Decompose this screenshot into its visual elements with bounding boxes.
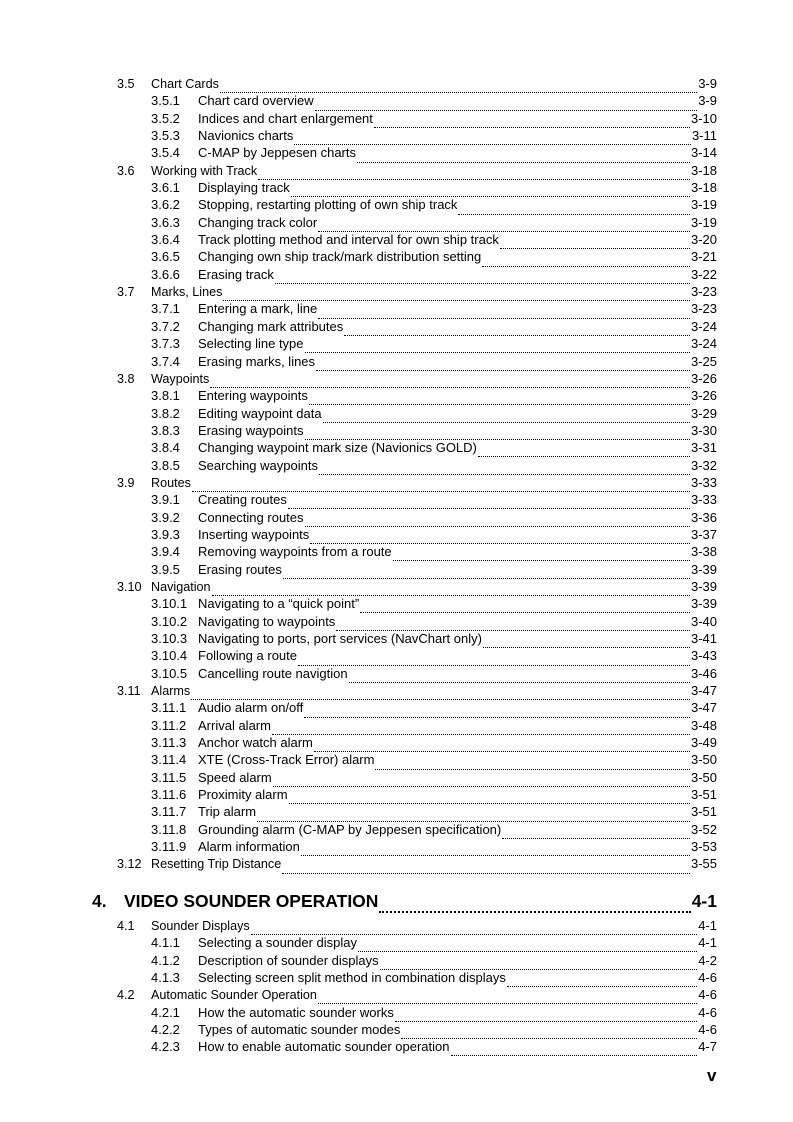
- entry-number: 3.11.9: [151, 839, 187, 855]
- toc-section-entry[interactable]: [0, 75, 793, 92]
- page-number: v: [707, 1066, 717, 1085]
- toc-subsection-entry[interactable]: [0, 821, 793, 838]
- entry-title: XTE (Cross-Track Error) alarm: [198, 752, 375, 768]
- entry-number: 3.5.3: [151, 128, 180, 144]
- dot-leader: [301, 843, 690, 856]
- dot-leader: [401, 1026, 697, 1039]
- dot-leader: [315, 98, 698, 111]
- toc-section-entry[interactable]: [0, 986, 793, 1003]
- entry-number: 3.11.4: [151, 752, 187, 768]
- toc-subsection-entry[interactable]: [0, 353, 793, 370]
- entry-number: 3.9.1: [151, 492, 180, 508]
- toc-subsection-entry[interactable]: [0, 92, 793, 109]
- toc-subsection-entry[interactable]: [0, 110, 793, 127]
- entry-title: Inserting waypoints: [198, 526, 310, 542]
- entry-page: 3-22: [690, 266, 717, 282]
- entry-number: 3.7.1: [151, 301, 180, 317]
- toc-subsection-entry[interactable]: [0, 734, 793, 751]
- entry-title: Selecting screen split method in combination displays: [198, 969, 506, 985]
- dot-leader: [288, 496, 690, 509]
- entry-page: 3-50: [690, 769, 717, 785]
- entry-number: 3.6.5: [151, 249, 180, 265]
- entry-number: 3.7.2: [151, 318, 180, 334]
- entry-page: 3-55: [690, 856, 717, 872]
- entry-title: Entering waypoints: [198, 388, 308, 404]
- toc-subsection-entry[interactable]: [0, 179, 793, 196]
- entry-page: 3-47: [690, 700, 717, 716]
- entry-title: Searching waypoints: [198, 457, 318, 473]
- dot-leader: [336, 618, 690, 631]
- entry-title: Routes: [151, 475, 191, 490]
- entry-number: 4.2.2: [151, 1021, 180, 1037]
- toc-subsection-entry[interactable]: [0, 127, 793, 144]
- entry-title: Alarms: [151, 684, 191, 699]
- dot-leader: [223, 288, 690, 301]
- entry-title: Connecting routes: [198, 509, 304, 525]
- dot-leader: [316, 358, 690, 371]
- entry-page: 3-49: [690, 735, 717, 751]
- entry-page: 3-25: [690, 353, 717, 369]
- entry-page: 3-51: [690, 804, 717, 820]
- entry-number: 3.5: [117, 77, 135, 91]
- chapter-page: 4-1: [691, 890, 717, 911]
- dot-leader: [310, 531, 690, 544]
- entry-page: 3-36: [690, 509, 717, 525]
- dot-leader: [483, 635, 690, 648]
- entry-title: Anchor watch alarm: [198, 735, 313, 751]
- entry-title: Grounding alarm (C-MAP by Jeppesen specification): [198, 821, 502, 837]
- entry-page: 4-7: [698, 1039, 717, 1055]
- entry-title: Speed alarm: [198, 769, 272, 785]
- dot-leader: [291, 184, 690, 197]
- toc-section-entry[interactable]: [0, 682, 793, 699]
- dot-leader: [458, 202, 690, 215]
- entry-title: Navigation: [151, 579, 211, 594]
- dot-leader: [375, 757, 690, 770]
- dot-leader: [220, 80, 697, 93]
- toc-subsection-entry[interactable]: [0, 630, 793, 647]
- toc-subsection-entry[interactable]: [0, 300, 793, 317]
- dot-leader: [395, 1009, 697, 1022]
- entry-title: Selecting a sounder display: [198, 935, 357, 951]
- entry-number: 3.10.5: [151, 665, 188, 681]
- entry-page: 4-1: [698, 935, 717, 951]
- dot-leader: [323, 410, 690, 423]
- toc-section-entry[interactable]: [0, 578, 793, 595]
- entry-page: 3-11: [691, 128, 717, 144]
- entry-page: 3-50: [690, 752, 717, 768]
- toc-subsection-entry[interactable]: [0, 952, 793, 969]
- entry-page: 3-19: [690, 197, 717, 213]
- entry-page: 3-52: [690, 821, 717, 837]
- toc-subsection-entry[interactable]: [0, 1004, 793, 1021]
- entry-title: Trip alarm: [198, 804, 257, 820]
- entry-page: 3-33: [690, 492, 717, 508]
- entry-number: 3.8.3: [151, 422, 180, 438]
- toc-subsection-entry[interactable]: [0, 769, 793, 786]
- entry-number: 3.6.3: [151, 214, 180, 230]
- dot-leader: [272, 722, 690, 735]
- entry-page: 3-31: [690, 440, 717, 456]
- dot-leader: [282, 861, 690, 874]
- dot-leader: [357, 150, 690, 163]
- dot-leader: [305, 340, 690, 353]
- entry-title: Arrival alarm: [198, 717, 271, 733]
- entry-title: Editing waypoint data: [198, 405, 322, 421]
- dot-leader: [212, 583, 690, 596]
- entry-page: 3-43: [690, 648, 717, 664]
- toc-subsection-entry[interactable]: [0, 934, 793, 951]
- dot-leader: [251, 922, 698, 935]
- entry-page: 3-20: [690, 232, 717, 248]
- toc-subsection-entry[interactable]: [0, 318, 793, 335]
- chapter-number: 4.: [92, 890, 107, 911]
- entry-page: 3-46: [690, 665, 717, 681]
- toc-subsection-entry[interactable]: [0, 595, 793, 612]
- dot-leader: [191, 687, 690, 700]
- entry-number: 4.1.1: [151, 935, 180, 951]
- toc-subsection-entry[interactable]: [0, 231, 793, 248]
- dot-leader: [273, 774, 690, 787]
- toc-section-entry[interactable]: [0, 162, 793, 179]
- entry-page: 3-9: [698, 93, 717, 109]
- entry-number: 3.9.3: [151, 526, 180, 542]
- dot-leader: [344, 323, 690, 336]
- entry-title: Removing waypoints from a route: [198, 544, 392, 560]
- entry-title: Erasing waypoints: [198, 422, 304, 438]
- dot-leader: [507, 974, 697, 987]
- entry-number: 4.1: [117, 918, 135, 933]
- dot-leader: [294, 132, 691, 145]
- entry-number: 3.7.4: [151, 353, 180, 369]
- entry-number: 4.2: [117, 988, 135, 1003]
- entry-page: 3-37: [690, 526, 717, 542]
- entry-page: 3-38: [690, 544, 717, 560]
- entry-page: 3-29: [690, 405, 717, 421]
- entry-number: 3.7.3: [151, 336, 180, 352]
- entry-title: Displaying track: [198, 180, 290, 196]
- entry-title: Following a route: [198, 648, 297, 664]
- entry-number: 3.11.3: [151, 735, 187, 751]
- entry-page: 3-9: [698, 76, 717, 91]
- entry-number: 3.8: [117, 371, 135, 386]
- dot-leader: [257, 809, 690, 822]
- entry-title: Navionics charts: [198, 128, 294, 144]
- dot-leader: [379, 899, 690, 913]
- entry-page: 3-14: [690, 145, 717, 161]
- dot-leader: [374, 115, 690, 128]
- entry-title: Erasing track: [198, 266, 274, 282]
- dot-leader: [502, 826, 690, 839]
- toc-section-4: [0, 917, 793, 1056]
- entry-page: 3-47: [690, 683, 717, 699]
- entry-page: 4-2: [698, 952, 717, 968]
- entry-title: Changing own ship track/mark distribution setting: [198, 249, 482, 265]
- toc-subsection-entry[interactable]: [0, 405, 793, 422]
- toc-subsection-entry[interactable]: [0, 561, 793, 578]
- entry-page: 4-6: [698, 969, 717, 985]
- entry-number: 3.9.2: [151, 509, 180, 525]
- dot-leader: [482, 254, 690, 267]
- dot-leader: [314, 739, 690, 752]
- entry-number: 3.8.4: [151, 440, 180, 456]
- dot-leader: [319, 462, 690, 475]
- entry-number: 3.5.2: [151, 110, 180, 126]
- chapter-title: VIDEO SOUNDER OPERATION: [124, 890, 379, 911]
- entry-title: Navigating to ports, port services (NavChart only): [198, 631, 482, 646]
- entry-title: How to enable automatic sounder operation: [198, 1039, 450, 1055]
- entry-page: 3-26: [690, 388, 717, 404]
- entry-title: Marks, Lines: [151, 285, 223, 300]
- entry-number: 3.11.7: [151, 804, 187, 820]
- entry-number: 3.9.4: [151, 544, 180, 560]
- entry-title: Chart card overview: [198, 93, 314, 109]
- entry-page: 3-40: [690, 613, 717, 629]
- entry-title: Creating routes: [198, 492, 287, 508]
- entry-page: 3-18: [690, 162, 717, 178]
- dot-leader: [478, 444, 690, 457]
- entry-number: 3.12: [117, 857, 142, 872]
- dot-leader: [283, 566, 690, 579]
- entry-number: 3.11.8: [151, 821, 187, 837]
- toc-subsection-entry[interactable]: [0, 613, 793, 630]
- entry-title: Changing track color: [198, 214, 318, 230]
- toc-section-entry[interactable]: [0, 855, 793, 872]
- dot-leader: [258, 167, 690, 180]
- entry-title: Types of automatic sounder modes: [198, 1021, 401, 1037]
- entry-number: 3.10.2: [151, 613, 188, 629]
- toc-subsection-entry[interactable]: [0, 439, 793, 456]
- toc-subsection-entry[interactable]: [0, 266, 793, 283]
- entry-page: 3-41: [690, 631, 717, 646]
- entry-number: 3.10: [117, 579, 142, 594]
- entry-number: 3.7: [117, 285, 135, 300]
- dot-leader: [192, 479, 690, 492]
- dot-leader: [305, 427, 690, 440]
- toc-subsection-entry[interactable]: [0, 543, 793, 560]
- entry-title: Sounder Displays: [151, 918, 250, 933]
- entry-title: Automatic Sounder Operation: [151, 988, 317, 1003]
- toc-section-entry[interactable]: [0, 283, 793, 300]
- toc-subsection-entry[interactable]: [0, 214, 793, 231]
- entry-page: 3-51: [690, 787, 717, 803]
- entry-page: 4-6: [698, 987, 717, 1003]
- entry-number: 3.6.2: [151, 197, 180, 213]
- entry-title: Navigating to a “quick point”: [198, 596, 360, 612]
- toc-subsection-entry[interactable]: [0, 387, 793, 404]
- entry-title: Proximity alarm: [198, 787, 288, 803]
- entry-title: Erasing marks, lines: [198, 353, 316, 369]
- entry-page: 3-53: [690, 839, 717, 855]
- dot-leader: [380, 957, 698, 970]
- toc-subsection-entry[interactable]: [0, 786, 793, 803]
- entry-page: 3-39: [690, 578, 717, 594]
- entry-number: 3.6.4: [151, 232, 180, 248]
- entry-title: Alarm information: [198, 839, 300, 855]
- entry-number: 4.1.2: [151, 952, 180, 968]
- entry-number: 4.2.3: [151, 1039, 180, 1055]
- toc-subsection-entry[interactable]: [0, 335, 793, 352]
- toc-subsection-entry[interactable]: [0, 457, 793, 474]
- entry-number: 3.6.6: [151, 266, 180, 282]
- dot-leader: [358, 939, 697, 952]
- entry-title: Stopping, restarting plotting of own ship track: [198, 197, 458, 213]
- entry-page: 3-24: [690, 336, 717, 352]
- dot-leader: [275, 271, 690, 284]
- dot-leader: [451, 1043, 698, 1056]
- entry-title: Waypoints: [151, 371, 210, 386]
- toc-subsection-entry[interactable]: [0, 526, 793, 543]
- toc-subsection-entry[interactable]: [0, 144, 793, 161]
- entry-page: 3-32: [690, 457, 717, 473]
- dot-leader: [318, 991, 697, 1004]
- entry-page: 4-1: [698, 917, 717, 933]
- entry-page: 3-39: [690, 596, 717, 612]
- toc-subsection-entry[interactable]: [0, 196, 793, 213]
- entry-title: Changing mark attributes: [198, 318, 344, 334]
- dot-leader: [309, 392, 690, 405]
- toc-subsection-entry[interactable]: [0, 491, 793, 508]
- entry-page: 3-23: [690, 301, 717, 317]
- entry-title: Erasing routes: [198, 561, 282, 577]
- toc-subsection-entry[interactable]: [0, 647, 793, 664]
- entry-page: 4-6: [698, 1021, 717, 1037]
- entry-number: 3.8.2: [151, 405, 180, 421]
- entry-title: Entering a mark, line: [198, 301, 318, 317]
- entry-title: Description of sounder displays: [198, 952, 379, 968]
- toc-subsection-entry[interactable]: [0, 422, 793, 439]
- dot-leader: [318, 306, 690, 319]
- entry-title: Working with Track: [151, 163, 258, 178]
- entry-number: 3.8.5: [151, 457, 180, 473]
- entry-page: 3-18: [690, 180, 717, 196]
- toc-subsection-entry[interactable]: [0, 1038, 793, 1055]
- entry-page: 4-6: [698, 1004, 717, 1020]
- entry-number: 4.2.1: [151, 1004, 180, 1020]
- entry-title: Cancelling route navigtion: [198, 665, 348, 681]
- entry-page: 3-26: [690, 370, 717, 386]
- toc-subsection-entry[interactable]: [0, 969, 793, 986]
- toc-subsection-entry[interactable]: [0, 803, 793, 820]
- dot-leader: [298, 653, 690, 666]
- toc-subsection-entry[interactable]: [0, 838, 793, 855]
- entry-title: Changing waypoint mark size (Navionics GOLD): [198, 440, 477, 456]
- entry-number: 3.11.6: [151, 787, 187, 803]
- entry-page: 3-30: [690, 422, 717, 438]
- entry-number: 3.10.1: [151, 596, 188, 612]
- toc-section-entry[interactable]: [0, 917, 793, 934]
- entry-number: 3.9: [117, 475, 135, 490]
- entry-page: 3-24: [690, 318, 717, 334]
- toc-chapter-heading[interactable]: [0, 883, 793, 919]
- entry-title: Selecting line type: [198, 336, 304, 352]
- entry-page: 3-10: [690, 110, 717, 126]
- toc-subsection-entry[interactable]: [0, 699, 793, 716]
- entry-number: 3.9.5: [151, 561, 180, 577]
- toc-subsection-entry[interactable]: [0, 509, 793, 526]
- toc-subsection-entry[interactable]: [0, 1021, 793, 1038]
- entry-page: 3-33: [690, 474, 717, 490]
- entry-title: Audio alarm on/off: [198, 700, 304, 716]
- entry-number: 3.6: [117, 163, 135, 178]
- entry-number: 3.5.4: [151, 145, 180, 161]
- toc-subsection-entry[interactable]: [0, 717, 793, 734]
- entry-page: 3-21: [690, 249, 717, 265]
- entry-page: 3-23: [690, 284, 717, 300]
- entry-number: 3.10.4: [151, 648, 188, 664]
- entry-title: C-MAP by Jeppesen charts: [198, 145, 356, 161]
- toc-subsection-entry[interactable]: [0, 248, 793, 265]
- entry-page: 3-39: [690, 561, 717, 577]
- dot-leader: [304, 705, 690, 718]
- dot-leader: [349, 670, 690, 683]
- dot-leader: [500, 236, 690, 249]
- entry-number: 3.5.1: [151, 93, 180, 109]
- dot-leader: [305, 514, 690, 527]
- dot-leader: [210, 375, 690, 388]
- entry-number: 3.11.1: [151, 700, 187, 716]
- entry-title: Chart Cards: [151, 77, 219, 91]
- dot-leader: [360, 600, 690, 613]
- entry-number: 3.11: [117, 684, 141, 699]
- entry-number: 4.1.3: [151, 969, 180, 985]
- entry-title: Navigating to waypoints: [198, 613, 336, 629]
- entry-title: Resetting Trip Distance: [151, 857, 282, 872]
- entry-number: 3.11.5: [151, 769, 187, 785]
- dot-leader: [289, 791, 690, 804]
- entry-number: 3.10.3: [151, 631, 188, 646]
- toc-section-entry[interactable]: [0, 370, 793, 387]
- dot-leader: [318, 219, 690, 232]
- entry-number: 3.6.1: [151, 180, 180, 196]
- entry-number: 3.11.2: [151, 717, 187, 733]
- toc-section-3: [0, 75, 793, 873]
- entry-title: How the automatic sounder works: [198, 1004, 394, 1020]
- entry-page: 3-48: [690, 717, 717, 733]
- toc-subsection-entry[interactable]: [0, 751, 793, 768]
- dot-leader: [393, 548, 690, 561]
- toc-subsection-entry[interactable]: [0, 665, 793, 682]
- toc-section-entry[interactable]: [0, 474, 793, 491]
- table-of-contents: [0, 75, 793, 1056]
- entry-title: Track plotting method and interval for own ship track: [198, 232, 499, 248]
- entry-page: 3-19: [690, 214, 717, 230]
- entry-title: Indices and chart enlargement: [198, 110, 373, 126]
- entry-number: 3.8.1: [151, 388, 180, 404]
